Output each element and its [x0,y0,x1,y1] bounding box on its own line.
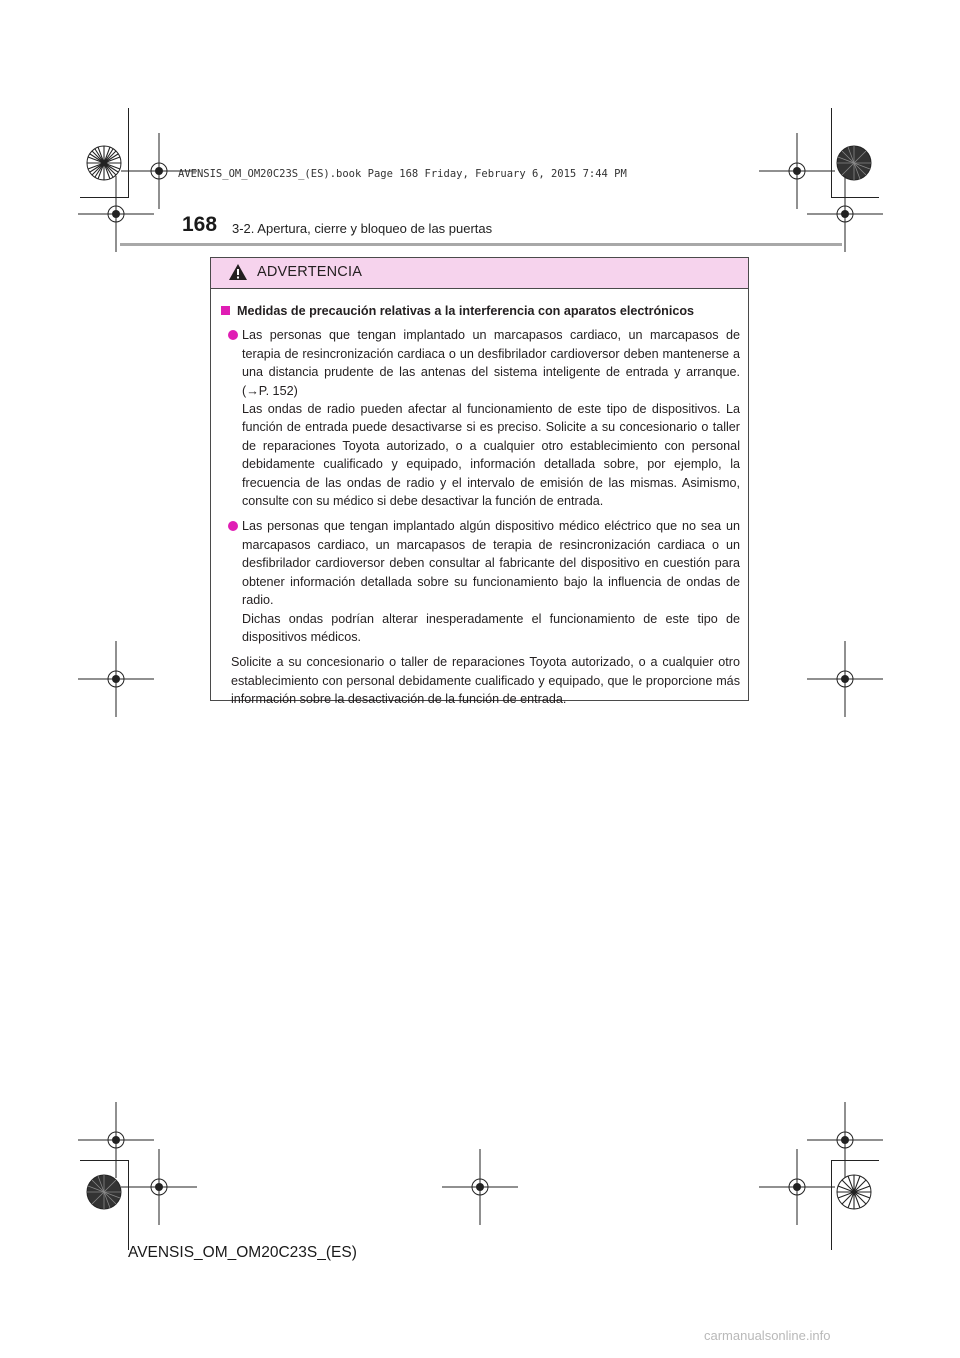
document-code: AVENSIS_OM_OM20C23S_(ES) [128,1244,357,1261]
trim-line [831,1160,879,1161]
list-item-paragraph: Las personas que tengan implantado un marcapasos cardiaco, un marcapasos de terapia de resincronización cardiaca o un desfibrilador cardioversor deben mantenerse a una distancia prudente de las antenas del sistema inteligente de entrada y arranque. (→P. 152) [242,328,740,398]
watermark: carmanualsonline.info [704,1328,831,1343]
registration-mark-icon [442,1149,518,1225]
registration-mark-icon [807,641,883,717]
warning-title: ADVERTENCIA [257,264,363,280]
warning-heading [221,302,740,320]
warning-box [210,257,749,707]
registration-mark-icon [121,1149,197,1225]
list-item-paragraph: Las personas que tengan implantado algún dispositivo médico eléctrico que no sea un marcapasos cardiaco, un marcapasos de terapia de resincronización cardiaca o un desfibrilador cardioversor deben consultar al fabricante del dispositivo en cuestión para obtener información detallada sobre su funcionamiento bajo la influencia de ondas de radio. [242,519,740,608]
registration-mark-icon [78,641,154,717]
section-title: 3-2. Apertura, cierre y bloqueo de las puertas [232,221,493,236]
warning-header [211,258,748,289]
trim-line [80,1160,128,1161]
book-info-line: AVENSIS_OM_OM20C23S_(ES).book Page 168 Friday, February 6, 2015 7:44 PM [178,168,627,180]
trim-line [128,108,129,198]
trim-line [831,108,832,198]
warning-heading-text: Medidas de precaución relativas a la interferencia con aparatos electrónicos [237,304,695,318]
starburst-mark-icon [835,1173,873,1211]
circle-bullet-icon [228,521,238,531]
list-item [221,326,740,510]
registration-mark-icon [807,176,883,252]
warning-body [211,289,748,709]
header-rule [120,243,842,246]
list-item-paragraph: Dichas ondas podrían alterar inesperadamente el funcionamiento de este tipo de dispositivos médicos. [242,611,740,644]
trim-line [831,1160,832,1250]
list-item [221,517,740,646]
square-bullet-icon [221,306,230,315]
trim-line [80,197,128,198]
trim-line [128,1160,129,1250]
circle-bullet-icon [228,330,238,340]
starburst-mark-icon [85,1173,123,1211]
page-number: 168 [182,213,218,236]
registration-mark-icon [759,1149,835,1225]
trim-line [831,197,879,198]
list-item-paragraph: Las ondas de radio pueden afectar al funcionamiento de este tipo de dispositivos. La función de entrada puede desactivarse si es preciso. Solicite a su concesionario o taller de reparaciones Toyota autorizado, o a cualquier otro establecimiento con personal debidamente cualificado y equipado, información detallada sobre, por ejemplo, la frecuencia de las ondas de radio y el intervalo de emisión de las mismas. Asimismo, consulte con su médico si debe desactivar la función de entrada. [242,402,740,509]
warning-triangle-icon [228,263,248,286]
closing-paragraph: Solicite a su concesionario o taller de reparaciones Toyota autorizado, o a cualquier otro establecimiento con personal debidamente cualificado y equipado, que le proporcione más información sobre la desactivación de la función de entrada. [231,655,740,707]
